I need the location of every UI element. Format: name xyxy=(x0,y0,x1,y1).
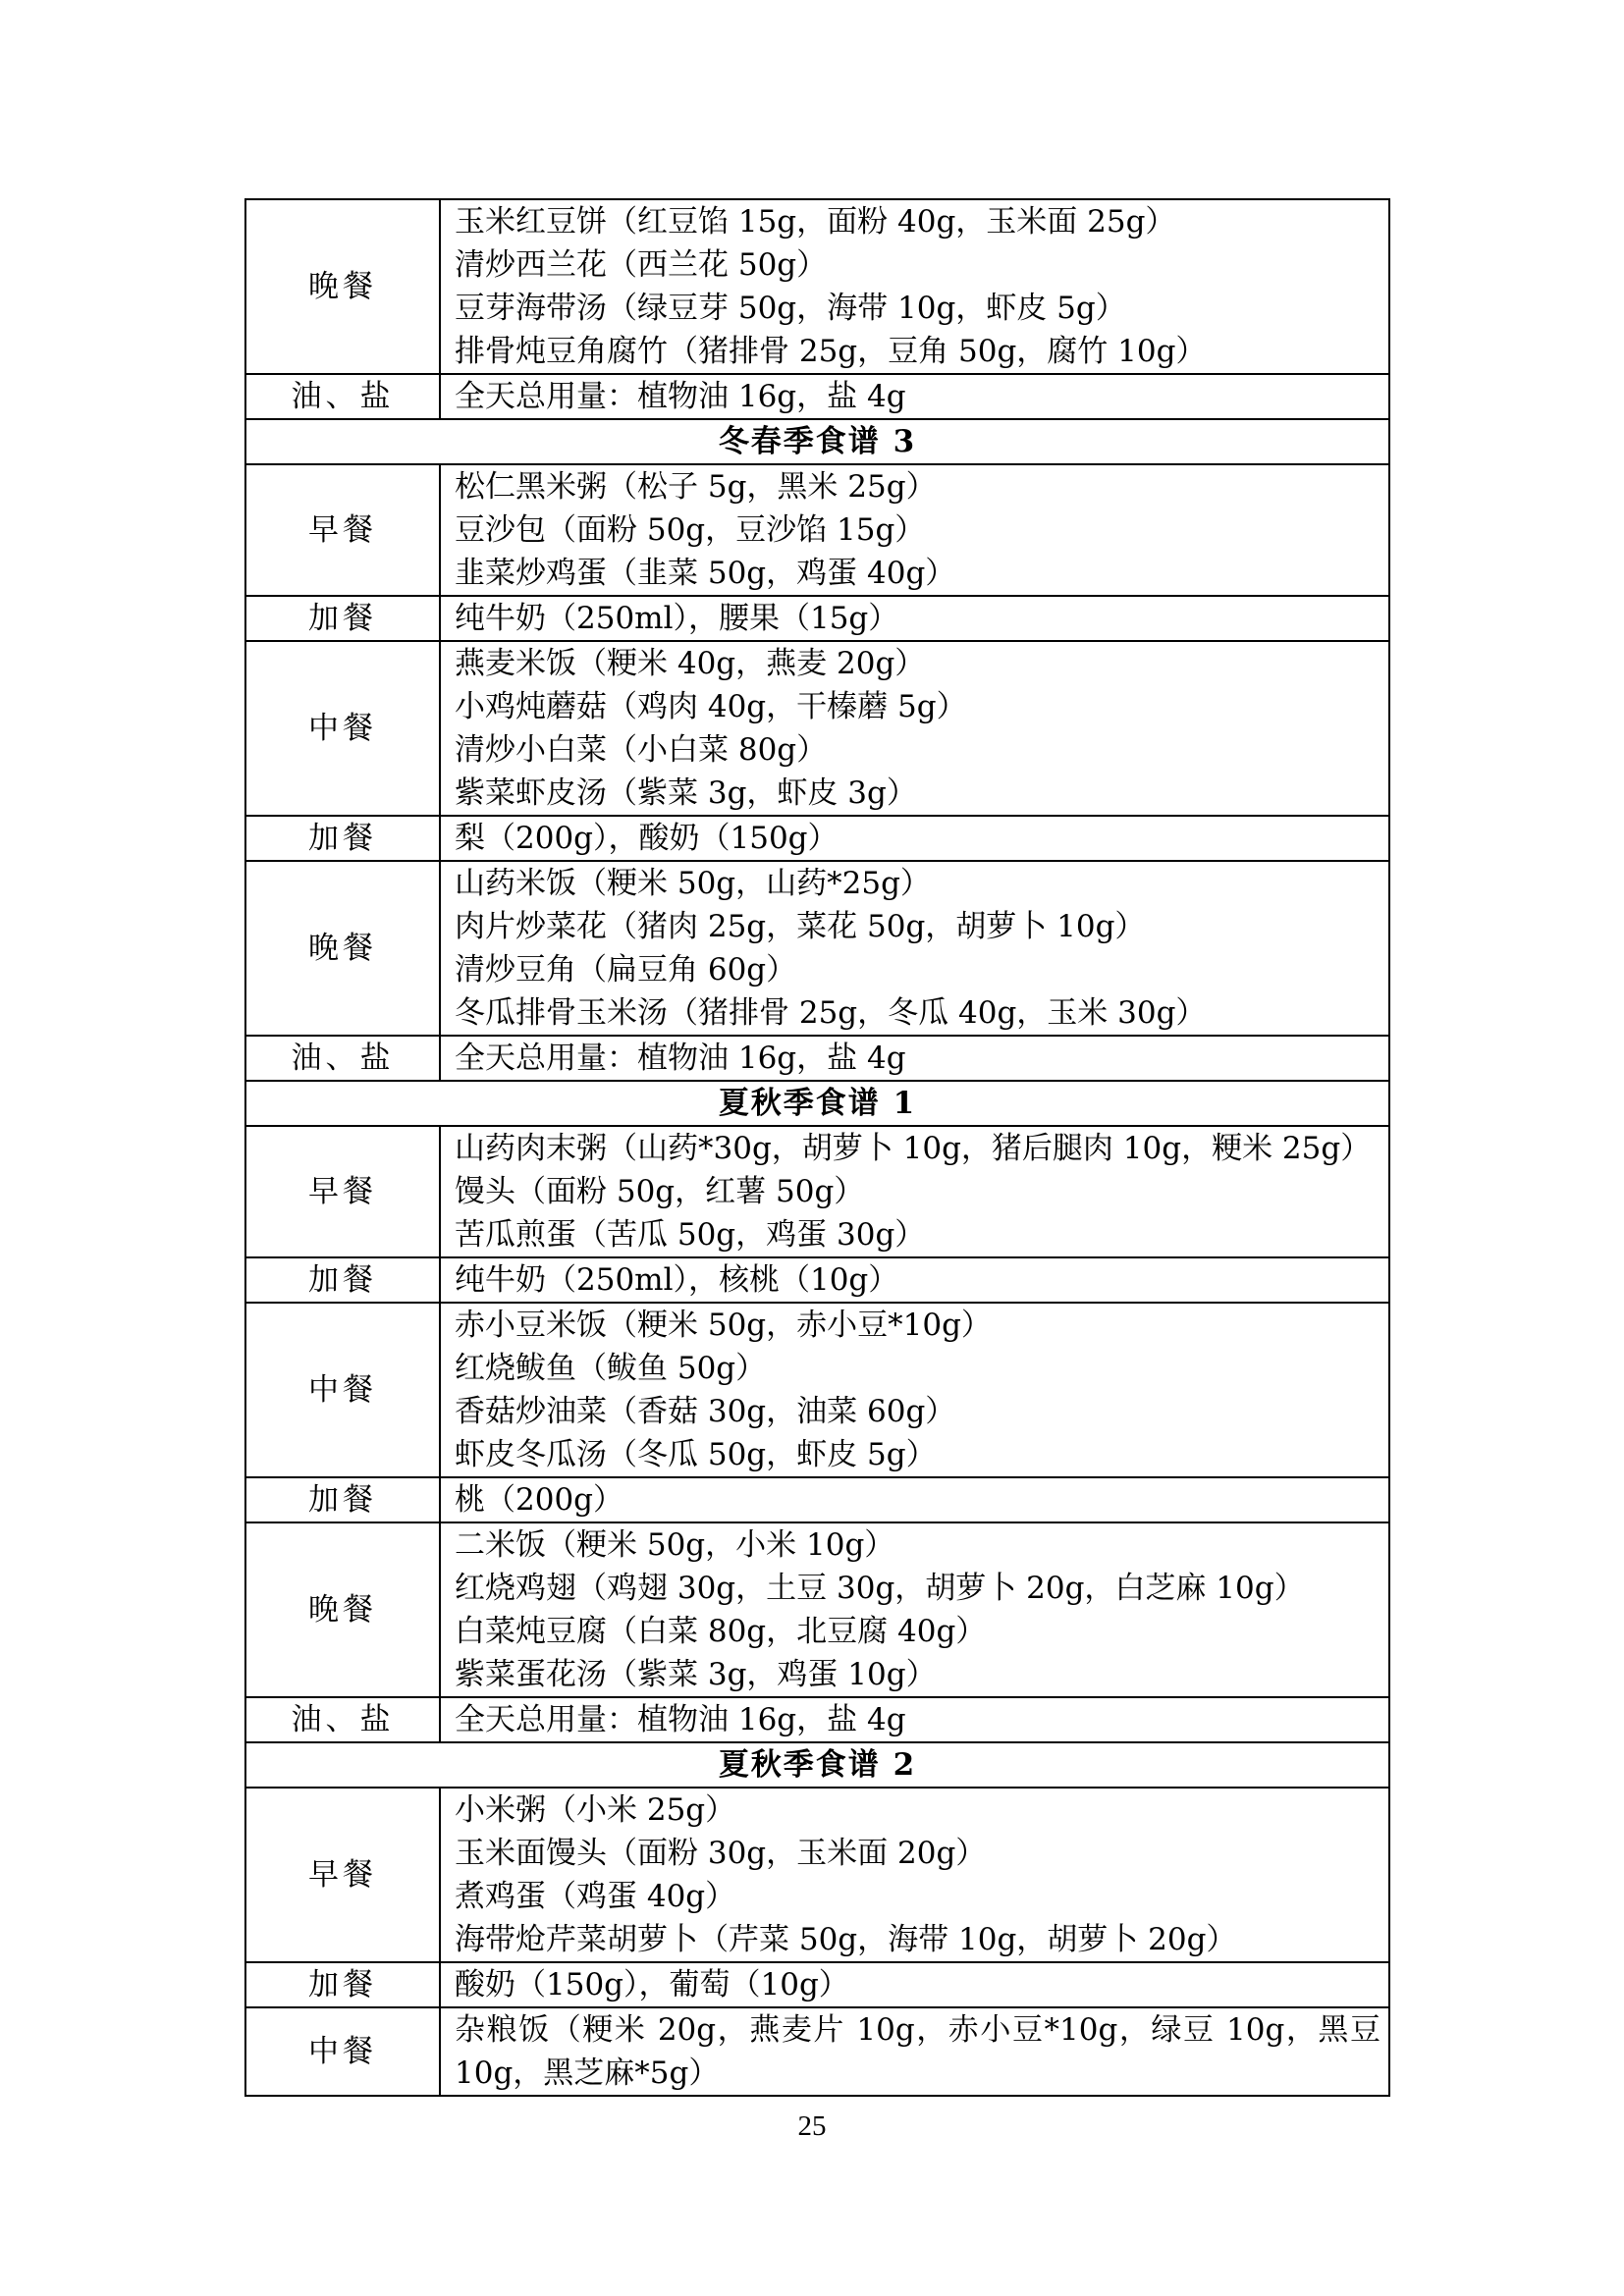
meal-row xyxy=(245,1126,1389,1257)
dish-line: 红烧鲅鱼（鲅鱼 50g） xyxy=(455,1351,767,1386)
meal-row xyxy=(245,1788,1389,1962)
page-number: 25 xyxy=(797,2110,827,2142)
meal-row xyxy=(245,861,1389,1036)
dish-line: 红烧鸡翅（鸡翅 30g，土豆 30g，胡萝卜 20g，白芝麻 10g） xyxy=(455,1571,1305,1606)
dish-line: 海带炝芹菜胡萝卜（芹菜 50g，海带 10g，胡萝卜 20g） xyxy=(455,1922,1237,1957)
meal-name: 加餐 xyxy=(245,596,440,641)
dish-line: 虾皮冬瓜汤（冬瓜 50g，虾皮 5g） xyxy=(455,1437,937,1472)
dish-line: 山药肉末粥（山药*30g，胡萝卜 10g，猪后腿肉 10g，粳米 25g） xyxy=(455,1131,1372,1166)
meal-name: 加餐 xyxy=(245,1962,440,2007)
meal-items xyxy=(440,1962,1389,2007)
meal-name: 晚餐 xyxy=(245,1522,440,1697)
meal-row xyxy=(245,464,1389,596)
meal-row xyxy=(245,1522,1389,1697)
dish-line: 紫菜虾皮汤（紫菜 3g，虾皮 3g） xyxy=(455,775,917,811)
dish-line: 燕麦米饭（粳米 40g，燕麦 20g） xyxy=(455,646,926,681)
meal-items xyxy=(440,374,1389,419)
dish-line: 冬瓜排骨玉米汤（猪排骨 25g，冬瓜 40g，玉米 30g） xyxy=(455,995,1207,1031)
dish-line: 松仁黑米粥（松子 5g，黑米 25g） xyxy=(455,469,937,505)
section-title: 冬春季食谱 3 xyxy=(245,419,1389,464)
meal-name: 晚餐 xyxy=(245,861,440,1036)
meal-row xyxy=(245,596,1389,641)
dish-line: 二米饭（粳米 50g，小米 10g） xyxy=(455,1527,895,1563)
meal-name: 早餐 xyxy=(245,1788,440,1962)
meal-items xyxy=(440,1697,1389,1742)
meal-row xyxy=(245,816,1389,861)
dish-line: 煮鸡蛋（鸡蛋 40g） xyxy=(455,1879,736,1914)
meal-items xyxy=(440,641,1389,816)
menu-table xyxy=(244,198,1390,2097)
meal-name: 中餐 xyxy=(245,1303,440,1477)
meal-name: 加餐 xyxy=(245,816,440,861)
meal-items xyxy=(440,199,1389,374)
meal-row xyxy=(245,641,1389,816)
meal-name: 加餐 xyxy=(245,1257,440,1303)
dish-line: 杂粮饭（粳米 20g，燕麦片 10g，赤小豆*10g，绿豆 10g，黑豆 10g，黑芝麻*5g） xyxy=(455,2012,1380,2091)
dish-line: 苦瓜煎蛋（苦瓜 50g，鸡蛋 30g） xyxy=(455,1217,926,1253)
dish-line: 清炒小白菜（小白菜 80g） xyxy=(455,732,828,768)
dish-line: 豆沙包（面粉 50g，豆沙馅 15g） xyxy=(455,512,926,548)
menu-table-body xyxy=(245,199,1389,2096)
dish-line: 桃（200g） xyxy=(455,1482,624,1518)
section-header-row xyxy=(245,419,1389,464)
meal-name: 晚餐 xyxy=(245,199,440,374)
meal-items xyxy=(440,1036,1389,1081)
dish-line: 全天总用量：植物油 16g，盐 4g xyxy=(455,379,906,414)
dish-line: 紫菜蛋花汤（紫菜 3g，鸡蛋 10g） xyxy=(455,1657,937,1692)
dish-line: 香菇炒油菜（香菇 30g，油菜 60g） xyxy=(455,1394,956,1429)
meal-items xyxy=(440,816,1389,861)
section-title: 夏秋季食谱 1 xyxy=(245,1081,1389,1126)
meal-items xyxy=(440,861,1389,1036)
dish-line: 全天总用量：植物油 16g，盐 4g xyxy=(455,1041,906,1076)
dish-line: 排骨炖豆角腐竹（猪排骨 25g，豆角 50g，腐竹 10g） xyxy=(455,334,1207,369)
dish-line: 白菜炖豆腐（白菜 80g，北豆腐 40g） xyxy=(455,1614,987,1649)
meal-row xyxy=(245,1036,1389,1081)
meal-row xyxy=(245,2007,1389,2096)
dish-line: 小米粥（小米 25g） xyxy=(455,1792,736,1828)
meal-name: 中餐 xyxy=(245,2007,440,2096)
dish-line: 赤小豆米饭（粳米 50g，赤小豆*10g） xyxy=(455,1308,992,1343)
dish-line: 纯牛奶（250ml），腰果（15g） xyxy=(455,601,899,636)
meal-name: 加餐 xyxy=(245,1477,440,1522)
meal-items xyxy=(440,1788,1389,1962)
dish-line: 酸奶（150g），葡萄（10g） xyxy=(455,1967,849,2002)
dish-line: 玉米红豆饼（红豆馅 15g，面粉 40g，玉米面 25g） xyxy=(455,204,1176,240)
meal-name: 早餐 xyxy=(245,464,440,596)
dish-line: 清炒豆角（扁豆角 60g） xyxy=(455,952,797,988)
dish-line: 玉米面馒头（面粉 30g，玉米面 20g） xyxy=(455,1836,987,1871)
section-header-row xyxy=(245,1081,1389,1126)
meal-row xyxy=(245,1962,1389,2007)
meal-name: 早餐 xyxy=(245,1126,440,1257)
meal-items xyxy=(440,1303,1389,1477)
meal-items xyxy=(440,596,1389,641)
section-title: 夏秋季食谱 2 xyxy=(245,1742,1389,1788)
meal-row xyxy=(245,1477,1389,1522)
meal-row xyxy=(245,1257,1389,1303)
meal-name: 中餐 xyxy=(245,641,440,816)
dish-line: 馒头（面粉 50g，红薯 50g） xyxy=(455,1174,865,1209)
dish-line: 清炒西兰花（西兰花 50g） xyxy=(455,247,828,283)
meal-row xyxy=(245,1303,1389,1477)
meal-items xyxy=(440,2007,1389,2096)
dish-line: 肉片炒菜花（猪肉 25g，菜花 50g，胡萝卜 10g） xyxy=(455,909,1146,944)
meal-items xyxy=(440,464,1389,596)
dish-line: 山药米饭（粳米 50g，山药*25g） xyxy=(455,866,931,901)
meal-items xyxy=(440,1477,1389,1522)
meal-name: 油、盐 xyxy=(245,374,440,419)
dish-line: 韭菜炒鸡蛋（韭菜 50g，鸡蛋 40g） xyxy=(455,556,956,591)
meal-items xyxy=(440,1522,1389,1697)
dish-line: 豆芽海带汤（绿豆芽 50g，海带 10g，虾皮 5g） xyxy=(455,291,1126,326)
meal-items xyxy=(440,1126,1389,1257)
dish-line: 全天总用量：植物油 16g，盐 4g xyxy=(455,1702,906,1737)
meal-row xyxy=(245,199,1389,374)
dish-line: 纯牛奶（250ml），核桃（10g） xyxy=(455,1262,899,1298)
meal-row xyxy=(245,374,1389,419)
meal-items xyxy=(440,1257,1389,1303)
meal-row xyxy=(245,1697,1389,1742)
meal-name: 油、盐 xyxy=(245,1036,440,1081)
dish-line: 梨（200g），酸奶（150g） xyxy=(455,821,839,856)
meal-name: 油、盐 xyxy=(245,1697,440,1742)
dish-line: 小鸡炖蘑菇（鸡肉 40g，干榛蘑 5g） xyxy=(455,689,967,724)
section-header-row xyxy=(245,1742,1389,1788)
